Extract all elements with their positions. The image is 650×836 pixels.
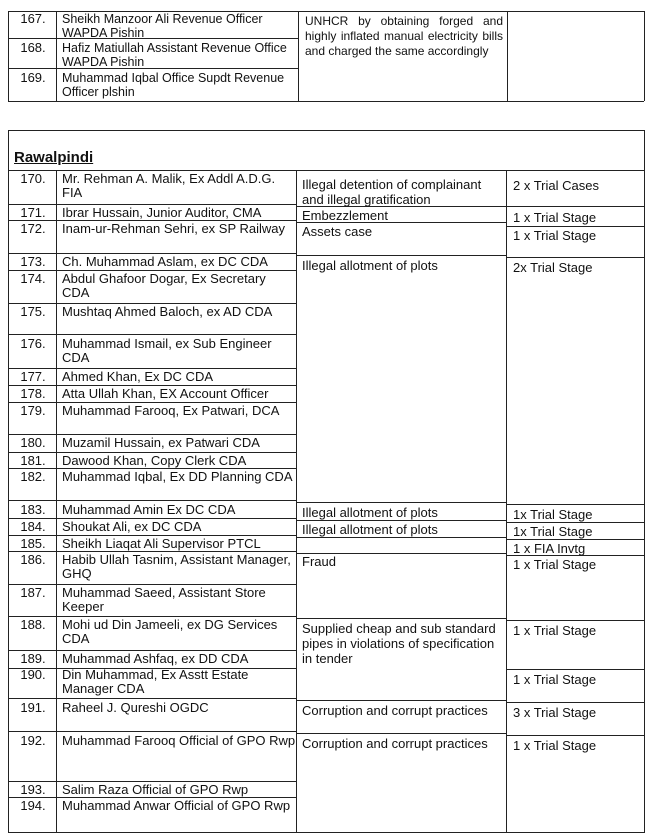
officer-name: Sheikh Manzoor Ali Revenue Officer WAPDA Pishin — [62, 12, 263, 40]
row-number: 183. — [20, 502, 46, 517]
row-number: 178. — [20, 386, 46, 401]
section-title: Rawalpindi — [14, 149, 94, 166]
officer-name: Salim Raza Official of GPO Rwp — [62, 782, 249, 797]
row-number: 180. — [20, 435, 46, 450]
officer-name: Muhammad Iqbal, Ex DD Planning CDA — [62, 469, 293, 484]
officer-name: Habib Ullah Tasnim, Assistant Manager, GHQ — [62, 552, 291, 581]
case-status: 3 x Trial Stage — [513, 705, 597, 720]
case-status: 1 x Trial Stage — [513, 738, 597, 753]
officer-name: Atta Ullah Khan, EX Account Officer — [62, 386, 269, 401]
allegation-text: Fraud — [302, 554, 336, 569]
case-status: 1 x Trial Stage — [513, 210, 597, 225]
row-number: 177. — [20, 369, 46, 384]
row-number: 189. — [20, 651, 46, 666]
row-number: 191. — [20, 700, 46, 715]
officer-name: Muhammad Anwar Official of GPO Rwp — [62, 798, 291, 813]
allegation-text: Illegal allotment of plots — [302, 505, 438, 520]
allegation-text: Illegal allotment of plots — [302, 522, 438, 537]
case-status: 2 x Trial Cases — [513, 178, 599, 193]
allegation-text: Illegal allotment of plots — [302, 258, 438, 273]
row-number: 181. — [20, 453, 46, 468]
officer-name: Ibrar Hussain, Junior Auditor, CMA — [62, 205, 262, 220]
officer-name: Dawood Khan, Copy Clerk CDA — [62, 453, 247, 468]
officer-name: Hafiz Matiullah Assistant Revenue Office WAPDA Pishin — [62, 41, 287, 69]
case-status: 1 x FIA Invtg — [513, 541, 586, 556]
officer-name: Ahmed Khan, Ex DC CDA — [62, 369, 214, 384]
row-number: 176. — [20, 336, 46, 351]
officer-name: Shoukat Ali, ex DC CDA — [62, 519, 202, 534]
row-number: 190. — [20, 667, 46, 682]
officer-name: Muhammad Iqbal Office Supdt Revenue Officer plshin — [62, 71, 285, 99]
officer-name: Muhammad Ashfaq, ex DD CDA — [62, 651, 249, 666]
officer-name: Muzamil Hussain, ex Patwari CDA — [62, 435, 260, 450]
allegation-text: Assets case — [302, 224, 373, 239]
allegation-text: UNHCR by obtaining forged and highly inflated manual electricity bills and charged the same accordingly — [305, 14, 503, 58]
case-status: 1x Trial Stage — [513, 507, 593, 522]
row-number: 186. — [20, 552, 46, 567]
officer-name: Din Muhammad, Ex Asstt Estate Manager CDA — [62, 667, 249, 696]
case-status: 1 x Trial Stage — [513, 557, 597, 572]
officer-name: Abdul Ghafoor Dogar, Ex Secretary CDA — [62, 271, 266, 300]
allegation-text: Corruption and corrupt practices — [302, 736, 488, 751]
case-status: 2x Trial Stage — [513, 260, 593, 275]
row-number: 185. — [20, 536, 46, 551]
officer-name: Inam-ur-Rehman Sehri, ex SP Railway — [62, 221, 286, 236]
row-number: 173. — [20, 254, 46, 269]
allegation-text: Embezzlement — [302, 208, 388, 223]
row-number: 182. — [20, 469, 46, 484]
row-number: 194. — [20, 798, 46, 813]
row-number: 187. — [20, 585, 46, 600]
case-status: 1 x Trial Stage — [513, 623, 597, 638]
row-number: 174. — [20, 271, 46, 286]
officer-name: Muhammad Farooq Official of GPO Rwp — [62, 733, 296, 748]
officer-name: Ch. Muhammad Aslam, ex DC CDA — [62, 254, 268, 269]
row-number: 175. — [20, 304, 46, 319]
officer-name: Mohi ud Din Jameeli, ex DG Services CDA — [62, 617, 278, 646]
allegation-text: Corruption and corrupt practices — [302, 703, 488, 718]
row-number: 179. — [20, 403, 46, 418]
officer-name: Mr. Rehman A. Malik, Ex Addl A.D.G. FIA — [62, 171, 276, 200]
officer-name: Muhammad Saeed, Assistant Store Keeper — [62, 585, 266, 614]
row-number: 167. — [20, 11, 46, 26]
officer-name: Sheikh Liaqat Ali Supervisor PTCL — [62, 536, 261, 551]
row-number: 188. — [20, 617, 46, 632]
officer-name: Mushtaq Ahmed Baloch, ex AD CDA — [62, 304, 273, 319]
allegation-text: Supplied cheap and sub standard pipes in violations of specification in tender — [302, 621, 496, 666]
officer-name: Raheel J. Qureshi OGDC — [62, 700, 209, 715]
row-number: 193. — [20, 782, 46, 797]
row-number: 192. — [20, 733, 46, 748]
officer-name: Muhammad Ismail, ex Sub Engineer CDA — [62, 336, 272, 365]
allegation-text: Illegal detention of complainant and illegal gratification — [302, 177, 482, 207]
case-status: 1x Trial Stage — [513, 524, 593, 539]
row-number: 169. — [20, 70, 46, 85]
row-number: 171. — [20, 205, 46, 220]
officer-name: Muhammad Amin Ex DC CDA — [62, 502, 236, 517]
row-number: 184. — [20, 519, 46, 534]
case-status: 1 x Trial Stage — [513, 672, 597, 687]
row-number: 172. — [20, 221, 46, 236]
row-number: 168. — [20, 40, 46, 55]
row-number: 170. — [20, 171, 46, 186]
case-status: 1 x Trial Stage — [513, 228, 597, 243]
officer-name: Muhammad Farooq, Ex Patwari, DCA — [62, 403, 280, 418]
